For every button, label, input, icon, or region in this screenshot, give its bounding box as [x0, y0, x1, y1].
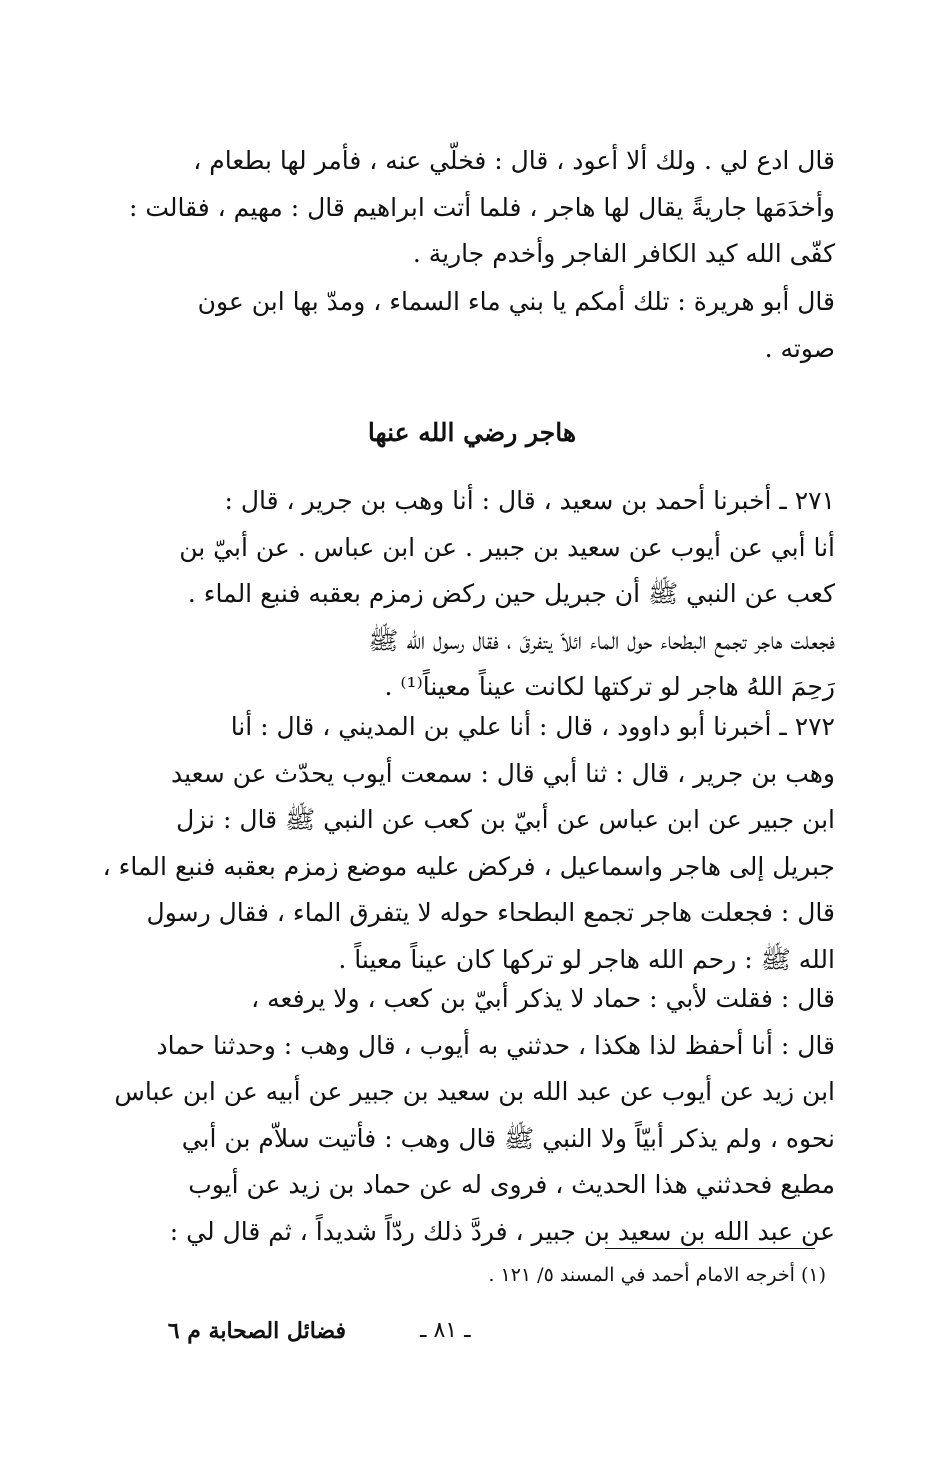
text-line: الله ﷺ : رحم الله هاجر لو تركها كان عيناً معيناً .	[338, 944, 835, 974]
text-line: ٢٧١ ـ أخبرنا أحمد بن سعيد ، قال : أنا وهب بن جرير ، قال :	[224, 486, 835, 515]
text-line: رَحِمَ اللهُ هاجر لو تركتها لكانت عيناً معيناً⁽¹⁾ .	[384, 672, 835, 701]
text-line: قال : فجعلت هاجر تجمع البطحاء حوله لا يتفرق الماء ، فقال رسول	[146, 898, 835, 927]
text-line: صوته .	[764, 333, 835, 363]
text-line: وأخدَمَها جاريةً يقال لها هاجر ، فلما أتت ابراهيم قال : مهيم ، فقالت :	[128, 192, 835, 222]
text-line: ابن جبير عن ابن عباس عن أبيّ بن كعب عن النبي ﷺ قال : نزل	[176, 805, 835, 834]
section-heading: هاجر رضي الله عنها	[367, 418, 577, 447]
text-line: قال : فقلت لأبي : حماد لا يذكر أبيّ بن كعب ، ولا يرفعه ،	[251, 984, 835, 1013]
text-line: جبريل إلى هاجر واسماعيل ، فركض عليه موضع زمزم بعقبه فنبع الماء ،	[102, 851, 835, 881]
top-paragraph-1	[128, 138, 835, 278]
text-line: قال أبو هريرة : تلك أمكم يا بني ماء السماء ، ومدّ بها ابن عون	[197, 287, 835, 316]
footnote: (١) أخرجه الامام أحمد في المسند ٥/ ١٢١ .	[488, 1264, 826, 1286]
text-line: كفّى الله كيد الكافر الفاجر وأخدم جارية .	[412, 239, 835, 268]
text-line: قال : أنا أحفظ لذا هكذا ، حدثني به أيوب ، قال وهب : وحدثنا حماد	[156, 1030, 835, 1060]
text-line: ٢٧٢ ـ أخبرنا أبو داوود ، قال : أنا علي بن المديني ، قال : أنا	[230, 712, 835, 741]
footnote-divider	[605, 1248, 815, 1249]
text-line: نحوه ، ولم يذكر أبيّاً ولا النبي ﷺ قال وهب : فأتيت سلاّم بن أبي	[181, 1123, 835, 1153]
text-line: وهب بن جرير ، قال : ثنا أبي قال : سمعت أيوب يحدّث عن سعيد	[170, 758, 835, 788]
footer-book-title: فضائل الصحابة م ٦	[167, 1318, 346, 1344]
text-line: أنا أبي عن أيوب عن سعيد بن جبير . عن ابن عباس . عن أبيّ بن	[179, 532, 835, 562]
final-paragraph	[114, 976, 835, 1255]
text-line: عن عبد الله بن سعيد بن جبير ، فردَّ ذلك ردّاً شديداً ، ثم قال لي :	[169, 1216, 835, 1246]
page-number: ـ ٨١ ـ	[420, 1318, 471, 1343]
text-line: كعب عن النبي ﷺ أن جبريل حين ركض زمزم بعقبه فنبع الماء .	[187, 579, 835, 608]
top-paragraph-2	[150, 279, 835, 372]
text-line: مطيع فحدثني هذا الحديث ، فروى له عن حماد بن زيد عن أيوب	[188, 1170, 835, 1199]
hadith-272	[102, 704, 835, 983]
text-line: قال ادع لي . ولك ألا أعود ، قال : فخلّي عنه ، فأمر لها بطعام ،	[193, 146, 835, 175]
text-line: ابن زيد عن أيوب عن عبد الله بن سعيد بن جبير عن أبيه عن ابن عباس	[114, 1077, 835, 1106]
text-line: فجعلت هاجر تجمع البطحاء حول الماء ائلاّ يتفرقَ ، فقال رسول الله ﷺ	[368, 625, 835, 655]
hadith-271	[150, 478, 835, 711]
